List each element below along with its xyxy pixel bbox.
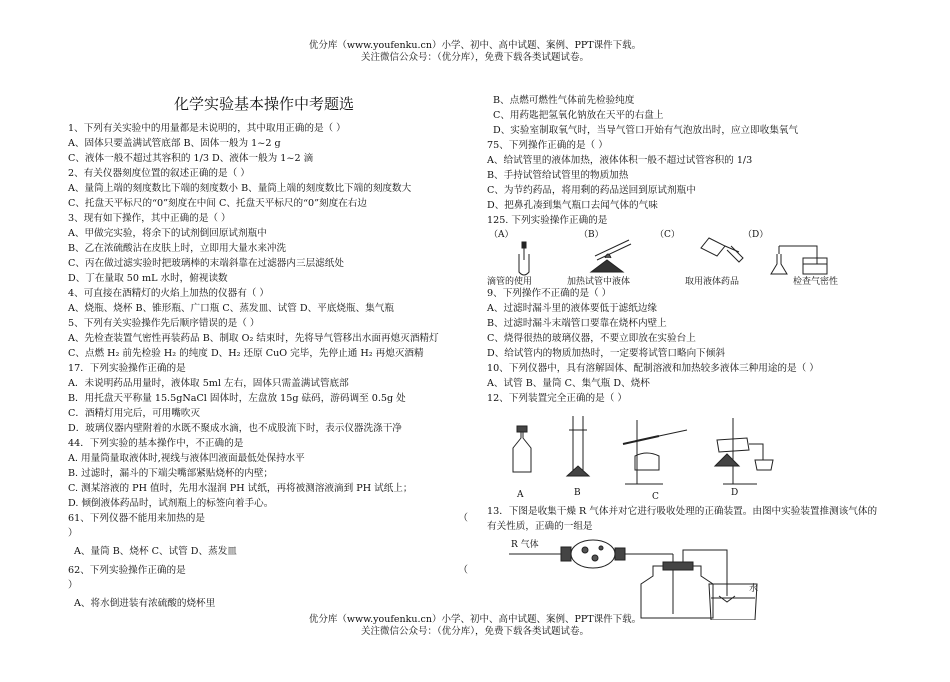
fig1-caption-d: 检查气密性 xyxy=(793,277,839,287)
left-column xyxy=(68,93,468,615)
right-column xyxy=(487,93,907,620)
drying-tube-icon xyxy=(571,540,615,568)
q3-option-b: B、乙在浓硫酸沾在皮肤上时，立即用大量水来冲洗 xyxy=(68,243,287,254)
q10-options: A、试管 B、量筒 C、集气瓶 D、烧杯 xyxy=(487,378,650,389)
q62-option-d: D、实验室制取氧气时，当导气管口开始有气泡放出时，应立即收集氧气 xyxy=(493,125,799,136)
alcohol-lamp-icon xyxy=(591,260,623,272)
q5-options-ab: A、先检查装置气密性再装药品 B、制取 O₂ 结束时，先将导气管移出水面再熄灭酒精灯 xyxy=(68,333,439,344)
q10-stem: 10、下列仪器中，具有溶解固体、配制溶液和加热较多液体三种用途的是（ ） xyxy=(487,363,819,374)
flask-c-icon xyxy=(635,453,659,470)
q1-options-ab: A、固体只要盖满试管底部 B、固体一般为 1~2 g xyxy=(68,138,281,149)
q44-option-c: C. 测某溶液的 PH 值时，先用水湿润 PH 试纸，再将被测溶液滴到 PH 试纸上； xyxy=(68,483,413,494)
q75-option-b: B、手持试管给试管里的物质加热 xyxy=(487,170,629,181)
q13-figure xyxy=(487,534,907,620)
fig2-label-c: C xyxy=(652,492,659,502)
q4-stem: 4、可直接在酒精灯的火焰上加热的仪器有（ ） xyxy=(68,288,270,299)
fig1-caption-b: 加热试管中液体 xyxy=(567,277,631,287)
fig1-label-b: （B） xyxy=(579,230,604,240)
q61-stem: 61、下列仪器不能用来加热的是 xyxy=(68,513,205,524)
fig2-label-d: D xyxy=(731,488,739,498)
fig1-label-c: （C） xyxy=(655,230,680,240)
tube-b-icon xyxy=(573,416,583,474)
q17-option-b: B．用托盘天平称量 15.5gNaCl 固体时，左盘放 15g 砝码，游码调至 0.5g 处 xyxy=(68,393,406,404)
tube-c-icon xyxy=(623,436,659,444)
q125-figure xyxy=(487,228,907,286)
q44-option-a: A. 用量筒量取液体时,视线与液体凹液面最低处保持水平 xyxy=(68,453,305,464)
q44-option-b: B. 过滤时，漏斗的下端尖嘴部紧贴烧杯的内壁； xyxy=(68,468,274,479)
q75-stem: 75、下列操作正确的是（ ） xyxy=(487,140,608,151)
q9-option-c: C、烧得很热的玻璃仪器，不要立即放在实验台上 xyxy=(487,333,696,344)
fig1-drawings xyxy=(487,232,907,278)
fig3-water-label: 水 xyxy=(749,584,759,594)
reagent-bottle-icon xyxy=(701,238,725,256)
fig2-label-b: B xyxy=(574,488,581,498)
q61-options: A、量筒 B、烧杯 C、试管 D、蒸发皿 xyxy=(74,546,237,557)
lamp-b-icon xyxy=(567,466,589,476)
q5-options-cd: C、点燃 H₂ 前先检验 H₂ 的纯度 D、H₂ 还原 CuO 完毕，先停止通 H₂ 再熄灭酒精 xyxy=(68,348,424,359)
q9-stem: 9、下列操作不正确的是（ ） xyxy=(487,288,612,299)
q12-figure xyxy=(487,406,907,504)
q4-options: A、烧瓶、烧杯 B、锥形瓶、广口瓶 C、蒸发皿、试管 D、平底烧瓶、集气瓶 xyxy=(68,303,394,314)
q3-option-c: C、丙在做过滤实验时把玻璃棒的末端斜靠在过滤器内三层滤纸处 xyxy=(68,258,344,269)
q3-option-d: D、丁在量取 50 mL 水时，俯视读数 xyxy=(68,273,228,284)
q9-option-b: B、过滤时漏斗末端管口要靠在烧杯内壁上 xyxy=(487,318,667,329)
q62-option-b: B、点燃可燃性气体前先检验纯度 xyxy=(493,95,635,106)
q44-option-d: D. 倾倒液体药品时，试剂瓶上的标签向着手心。 xyxy=(68,498,274,509)
funnel-icon xyxy=(719,596,735,602)
q3-option-a: A、甲做完实验，将余下的试剂倒回原试剂瓶中 xyxy=(68,228,267,239)
fig3-drawings xyxy=(487,536,787,620)
q9-option-a: A、过滤时漏斗里的液体要低于滤纸边缘 xyxy=(487,303,658,314)
q62-paren-close: ） xyxy=(68,580,78,591)
q5-stem: 5、下列有关实验操作先后顺序错误的是（ ） xyxy=(68,318,260,329)
q1-stem: 1、下列有关实验中的用量都是未说明的，其中取用正确的是（ ） xyxy=(68,123,346,134)
footer-line-1: 优分库（www.youfenku.cn）小学、初中、高中试题、案例、PPT课件下载。 xyxy=(308,614,642,625)
fig2-label-a: A xyxy=(517,490,524,500)
header-line-1: 优分库（www.youfenku.cn）小学、初中、高中试题、案例、PPT课件下载。 xyxy=(308,40,642,51)
q62-option-a: A、将水倒进装有浓硫酸的烧杯里 xyxy=(74,598,216,609)
q75-option-d: D、把鼻孔凑到集气瓶口去闻气体的气味 xyxy=(487,200,658,211)
q13-stem: 13．下图是收集干燥 R 气体并对它进行吸收处理的正确装置。由图中实验装置推测该气体的 xyxy=(487,506,878,517)
header-line-2: 关注微信公众号：（优分库），免费下载各类试题试卷。 xyxy=(360,52,589,63)
q3-stem: 3、现有如下操作，其中正确的是（ ） xyxy=(68,213,231,224)
fig1-label-a: （A） xyxy=(489,230,514,240)
q62-stem-line xyxy=(68,563,468,578)
q2-stem: 2、有关仪器刻度位置的叙述正确的是（ ） xyxy=(68,168,250,179)
dropper-bulb-icon xyxy=(522,242,526,248)
page-header xyxy=(0,40,950,64)
page-title: 化学实验基本操作中考题选 xyxy=(174,95,355,113)
q75-option-c: C、为节约药品，将用剩的药品送回到原试剂瓶中 xyxy=(487,185,696,196)
q1-options-cd: C、液体一般不超过其容积的 1/3 D、液体一般为 1~2 滴 xyxy=(68,153,314,164)
flask-icon xyxy=(771,254,787,274)
q17-option-c: C．酒精灯用完后，可用嘴吹灭 xyxy=(68,408,201,419)
q13-stem-cont: 有关性质，正确的一组是 xyxy=(487,521,593,532)
q62-paren-open: （ xyxy=(458,565,468,576)
q2-options-ab: A、量筒上端的刻度数比下端的刻度数小 B、量筒上端的刻度数比下端的刻度数大 xyxy=(68,183,412,194)
fig1-caption-a: 滴管的使用 xyxy=(487,277,533,287)
fig1-caption-c: 取用液体药品 xyxy=(685,277,740,287)
stopper-icon xyxy=(561,547,571,561)
q125-stem: 125. 下列实验操作正确的是 xyxy=(487,215,608,226)
q12-stem: 12、下列装置完全正确的是（ ） xyxy=(487,393,627,404)
beaker-d-icon xyxy=(755,460,773,470)
q61-paren-close: ） xyxy=(68,528,78,539)
fig2-drawings xyxy=(487,410,907,496)
gas-bottle-icon xyxy=(641,566,713,618)
q44-stem: 44．下列实验的基本操作中，不正确的是 xyxy=(68,438,244,449)
q2-options-cd: C、托盘天平标尺的“0”刻度在中间 C、托盘天平标尺的“0”刻度在右边 xyxy=(68,198,367,209)
bottle-a-icon xyxy=(513,432,531,472)
q17-option-a: A．未说明药品用量时，液体取 5ml 左右，固体只需盖满试管底部 xyxy=(68,378,349,389)
page-footer xyxy=(0,614,950,638)
q17-option-d: D．玻璃仪器内壁附着的水既不聚成水滴，也不成股流下时，表示仪器洗涤干净 xyxy=(68,423,402,434)
q62-option-c: C、用药匙把氢氧化钠放在天平的右盘上 xyxy=(493,110,664,121)
q61-stem-line xyxy=(68,511,468,526)
fig3-gas-label: R 气体 xyxy=(511,540,539,550)
q17-stem: 17．下列实验操作正确的是 xyxy=(68,363,186,374)
footer-line-2: 关注微信公众号：（优分库），免费下载各类试题试卷。 xyxy=(360,626,589,637)
q9-option-d: D、给试管内的物质加热时，一定要将试管口略向下倾斜 xyxy=(487,348,725,359)
q61-paren-open: （ xyxy=(458,513,468,524)
q75-option-a: A、给试管里的液体加热，液体体积一般不超过试管容积的 1/3 xyxy=(487,155,753,166)
fig1-label-d: （D） xyxy=(743,230,769,240)
water-trough-icon xyxy=(803,258,827,274)
q62-stem: 62、下列实验操作正确的是 xyxy=(68,565,186,576)
